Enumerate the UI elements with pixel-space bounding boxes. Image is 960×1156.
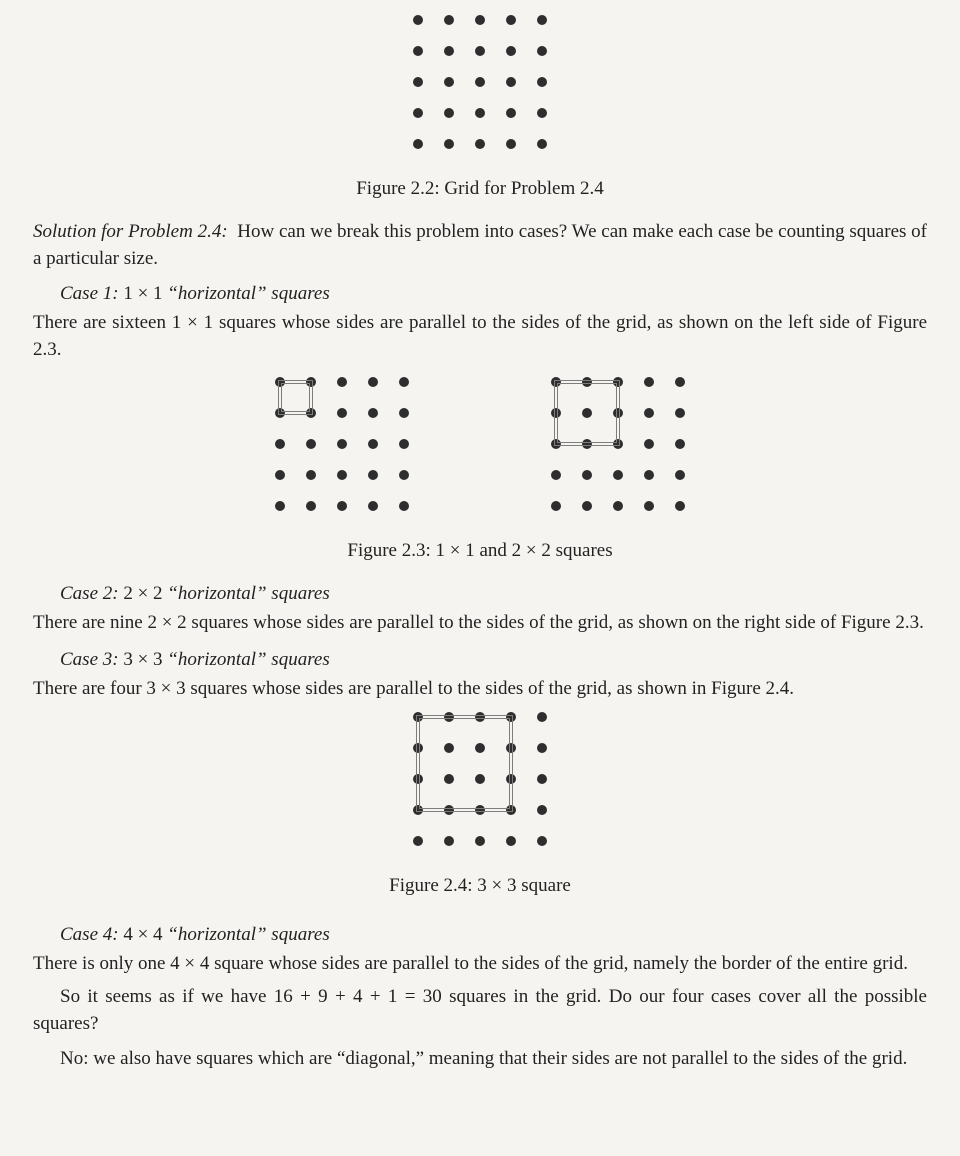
case-4-heading [33,921,927,948]
grid-dot [306,470,316,480]
grid-dot [444,836,454,846]
grid-dot [337,501,347,511]
case-4-suffix: “horizontal” squares [167,924,330,945]
square-overlay-3x3 [416,715,513,812]
grid-dot [675,439,685,449]
grid-dot [506,15,516,25]
grid-dot [444,108,454,118]
grid-dot [506,77,516,87]
grid-dot [644,439,654,449]
case-1-math: 1 × 1 [123,283,163,304]
case-1-suffix: “horizontal” squares [167,283,330,304]
figure-2-2-caption: Figure 2.2: Grid for Problem 2.4 [356,178,604,199]
case-1-label: Case 1: [60,283,119,304]
grid-dot [613,470,623,480]
grid-dot [413,46,423,56]
dot-grid-figure-2-3-left [275,377,409,511]
grid-dot [537,774,547,784]
case-2-suffix: “horizontal” squares [167,583,330,604]
square-overlay-1x1 [278,380,313,415]
case-3-math: 3 × 3 [123,649,163,670]
grid-dot [506,139,516,149]
summary-paragraph: So it seems as if we have 16 + 9 + 4 + 1 = 30 squares in the grid. Do our four cases cover all the possible squares? [33,986,927,1034]
grid-dot [551,501,561,511]
grid-dot [613,501,623,511]
grid-dot [582,470,592,480]
grid-dot [399,470,409,480]
grid-dot [444,46,454,56]
case-1-body: There are sixteen 1 × 1 squares whose sides are parallel to the sides of the grid, as shown on the left side of Figure 2.3. [33,312,927,360]
grid-dot [475,46,485,56]
grid-dot [399,408,409,418]
grid-dot [399,439,409,449]
grid-dot [675,501,685,511]
case-3-body: There are four 3 × 3 squares whose sides are parallel to the sides of the grid, as shown in Figure 2.4. [33,678,795,699]
case-4-label: Case 4: [60,924,119,945]
grid-dot [675,408,685,418]
dot-grid-figure-2-2 [413,15,547,149]
grid-dot [644,470,654,480]
grid-dot [444,139,454,149]
grid-dot [537,712,547,722]
grid-dot [306,501,316,511]
grid-dot [475,15,485,25]
grid-dot [413,836,423,846]
grid-dot [675,377,685,387]
case-1-heading [33,280,927,307]
grid-dot [506,46,516,56]
grid-dot [444,15,454,25]
case-2-label: Case 2: [60,583,119,604]
solution-body: How can we break this problem into cases? We can make each case be counting squares of a particular size. [33,221,928,269]
grid-dot [644,377,654,387]
figure-2-3 [33,377,927,511]
solution-paragraph [33,218,927,272]
grid-dot [306,439,316,449]
grid-dot [475,108,485,118]
grid-dot [413,15,423,25]
grid-dot [368,501,378,511]
case-2-math: 2 × 2 [123,583,163,604]
grid-dot [413,139,423,149]
case-2-heading [33,580,927,607]
case-3-suffix: “horizontal” squares [167,649,330,670]
grid-dot [368,470,378,480]
grid-dot [475,77,485,87]
grid-dot [337,408,347,418]
dot-grid-figure-2-4 [413,712,547,846]
grid-dot [644,408,654,418]
case-3-label: Case 3: [60,649,119,670]
grid-dot [275,439,285,449]
grid-dot [506,836,516,846]
grid-dot [413,77,423,87]
case-4-math: 4 × 4 [123,924,163,945]
figure-2-4 [33,712,927,846]
grid-dot [475,139,485,149]
grid-dot [537,77,547,87]
grid-dot [399,377,409,387]
solution-label: Solution for Problem 2.4: [33,221,228,242]
grid-dot [537,805,547,815]
grid-dot [675,470,685,480]
case-3-heading [33,646,927,673]
grid-dot [368,377,378,387]
grid-dot [506,108,516,118]
grid-dot [399,501,409,511]
grid-dot [537,139,547,149]
grid-dot [537,743,547,753]
grid-dot [337,377,347,387]
dot-grid-figure-2-3-right [551,377,685,511]
diagonal-paragraph: No: we also have squares which are “diagonal,” meaning that their sides are not parallel to the sides of the grid. [60,1048,908,1069]
grid-dot [537,46,547,56]
figure-2-2 [33,15,927,149]
grid-dot [275,501,285,511]
case-4-body: There is only one 4 × 4 square whose sides are parallel to the sides of the grid, namely the border of the entire grid. [33,953,908,974]
grid-dot [337,470,347,480]
grid-dot [644,501,654,511]
grid-dot [537,15,547,25]
square-overlay-2x2 [554,380,620,446]
figure-2-3-caption: Figure 2.3: 1 × 1 and 2 × 2 squares [347,540,613,561]
grid-dot [537,836,547,846]
grid-dot [337,439,347,449]
grid-dot [368,408,378,418]
grid-dot [413,108,423,118]
grid-dot [368,439,378,449]
case-2-body: There are nine 2 × 2 squares whose sides are parallel to the sides of the grid, as shown on the right side of Figure 2.3. [33,612,924,633]
grid-dot [537,108,547,118]
grid-dot [475,836,485,846]
grid-dot [551,470,561,480]
grid-dot [444,77,454,87]
grid-dot [275,470,285,480]
grid-dot [582,501,592,511]
figure-2-4-caption: Figure 2.4: 3 × 3 square [389,875,571,896]
